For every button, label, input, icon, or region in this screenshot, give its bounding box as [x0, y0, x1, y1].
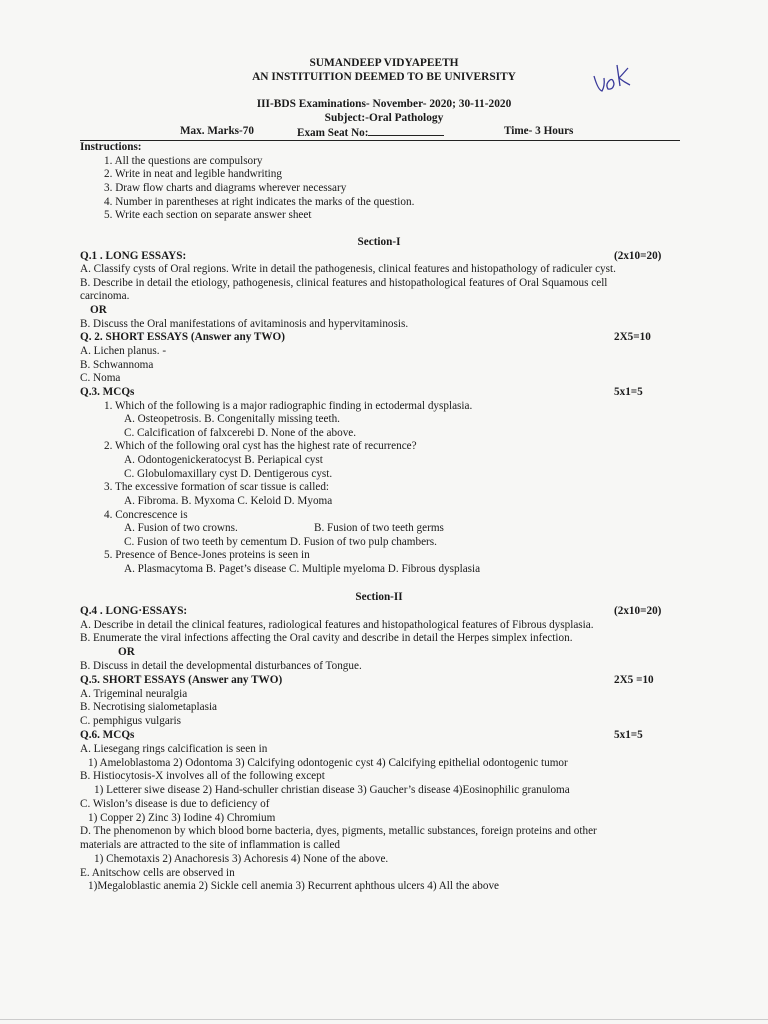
q1-marks: (2x10=20): [614, 250, 662, 262]
q3-marks: 5x1=5: [614, 386, 643, 398]
q4-or: OR: [118, 646, 135, 658]
header-divider: [80, 140, 680, 141]
q3-line: 2. Which of the following oral cyst has the highest rate of recurrence?: [104, 440, 417, 452]
q3-title: Q.3. MCQs: [80, 386, 135, 398]
q2-marks: 2X5=10: [614, 331, 651, 343]
q6-line: 1) Copper 2) Zinc 3) Iodine 4) Chromium: [88, 812, 276, 824]
q2-item: B. Schwannoma: [80, 359, 154, 371]
exam-seat-no: Exam Seat No:: [297, 125, 444, 140]
q6-line: B. Histiocytosis-X involves all of the following except: [80, 770, 325, 782]
q1-title: Q.1 . LONG ESSAYS:: [80, 250, 187, 262]
q4-part-b: B. Enumerate the viral infections affecting the Oral cavity and describe in detail the Herpes simplex infection.: [80, 632, 573, 644]
section-2-title: Section-II: [355, 591, 403, 603]
q3-line: C. Globulomaxillary cyst D. Dentigerous cyst.: [124, 468, 333, 480]
q3-line: A. Fusion of two crowns.: [124, 522, 238, 534]
q1-part-b: B. Describe in detail the etiology, pathogenesis, clinical features and histopathological features of Oral Squamous cell: [80, 277, 608, 289]
q2-item: C. Noma: [80, 372, 121, 384]
q3-line: A. Fibroma. B. Myxoma C. Keloid D. Myoma: [124, 495, 333, 507]
q3-line: 5. Presence of Bence-Jones proteins is seen in: [104, 549, 310, 561]
q3-line: B. Fusion of two teeth germs: [314, 522, 444, 534]
q6-line: 1) Chemotaxis 2) Anachoresis 3) Achoresis 4) None of the above.: [94, 853, 389, 865]
q2-item: A. Lichen planus. -: [80, 345, 167, 357]
q6-line: C. Wislon’s disease is due to deficiency of: [80, 798, 270, 810]
q5-item: A. Trigeminal neuralgia: [80, 688, 188, 700]
q4-part-a: A. Describe in detail the clinical features, radiological features and histopathological features of Fibrous dysplasia.: [80, 619, 594, 631]
section-1-title: Section-I: [357, 236, 401, 248]
q2-title: Q. 2. SHORT ESSAYS (Answer any TWO): [80, 331, 285, 343]
q3-line: C. Fusion of two teeth by cementum D. Fusion of two pulp chambers.: [124, 536, 437, 548]
q6-line: E. Anitschow cells are observed in: [80, 867, 235, 879]
q3-line: A. Odontogenickeratocyst B. Periapical cyst: [124, 454, 323, 466]
q6-title: Q.6. MCQs: [80, 729, 135, 741]
q3-line: 3. The excessive formation of scar tissue is called:: [104, 481, 330, 493]
max-marks: Max. Marks-70: [180, 125, 254, 137]
handwritten-ok-mark: [588, 60, 632, 98]
subject-line: Subject:-Oral Pathology: [324, 112, 444, 124]
q3-line: A. Plasmacytoma B. Paget’s disease C. Multiple myeloma D. Fibrous dysplasia: [124, 563, 481, 575]
q1-or: OR: [90, 304, 107, 316]
q3-line: C. Calcification of falxcerebi D. None of the above.: [124, 427, 357, 439]
q3-line: A. Osteopetrosis. B. Congenitally missing teeth.: [124, 413, 340, 425]
scan-bottom-edge: [0, 1019, 768, 1020]
q3-line: 1. Which of the following is a major radiographic finding in ectodermal dysplasia.: [104, 400, 473, 412]
q6-line: materials are attracted to the site of inflammation is called: [80, 839, 341, 851]
q5-item: C. pemphigus vulgaris: [80, 715, 181, 727]
q6-line: D. The phenomenon by which blood borne bacteria, dyes, pigments, metallic substances, foreign proteins and other: [80, 825, 597, 837]
exam-title: III-BDS Examinations- November- 2020; 30-11-2020: [256, 98, 512, 110]
q3-line: 4. Concrescence is: [104, 509, 188, 521]
q6-marks: 5x1=5: [614, 729, 643, 741]
instruction-item: 4. Number in parentheses at right indicates the marks of the question.: [104, 196, 415, 208]
q1-part-a: A. Classify cysts of Oral regions. Write in detail the pathogenesis, clinical features and histopathology of radiculer cyst.: [80, 263, 616, 275]
institution-subtitle: AN INSTITUITION DEEMED TO BE UNIVERSITY: [252, 71, 516, 83]
instruction-item: 1. All the questions are compulsory: [104, 155, 263, 167]
q6-line: 1) Letterer siwe disease 2) Hand-schuller christian disease 3) Gaucher’s disease 4)Eosinophilic granuloma: [94, 784, 570, 796]
instruction-item: 5. Write each section on separate answer sheet: [104, 209, 312, 221]
q4-title: Q.4 . LONG·ESSAYS:: [80, 605, 188, 617]
q4-marks: (2x10=20): [614, 605, 662, 617]
q6-line: 1) Ameloblastoma 2) Odontoma 3) Calcifying odontogenic cyst 4) Calcifying epithelial odontogenic tumor: [88, 757, 568, 769]
q1-part-b-alt: B. Discuss the Oral manifestations of avitaminosis and hypervitaminosis.: [80, 318, 409, 330]
instructions-title: Instructions:: [80, 141, 142, 153]
q5-item: B. Necrotising sialometaplasia: [80, 701, 218, 713]
q4-part-b-alt: B. Discuss in detail the developmental disturbances of Tongue.: [80, 660, 362, 672]
q1-part-b-cont: carcinoma.: [80, 290, 130, 302]
time-allowed: Time- 3 Hours: [504, 125, 574, 137]
institution-name: SUMANDEEP VIDYAPEETH: [309, 57, 459, 69]
instruction-item: 3. Draw flow charts and diagrams wherever necessary: [104, 182, 347, 194]
q6-line: 1)Megaloblastic anemia 2) Sickle cell anemia 3) Recurrent aphthous ulcers 4) All the above: [88, 880, 499, 892]
q5-marks: 2X5 =10: [614, 674, 654, 686]
q5-title: Q.5. SHORT ESSAYS (Answer any TWO): [80, 674, 283, 686]
instruction-item: 2. Write in neat and legible handwriting: [104, 168, 282, 180]
q6-line: A. Liesegang rings calcification is seen in: [80, 743, 268, 755]
